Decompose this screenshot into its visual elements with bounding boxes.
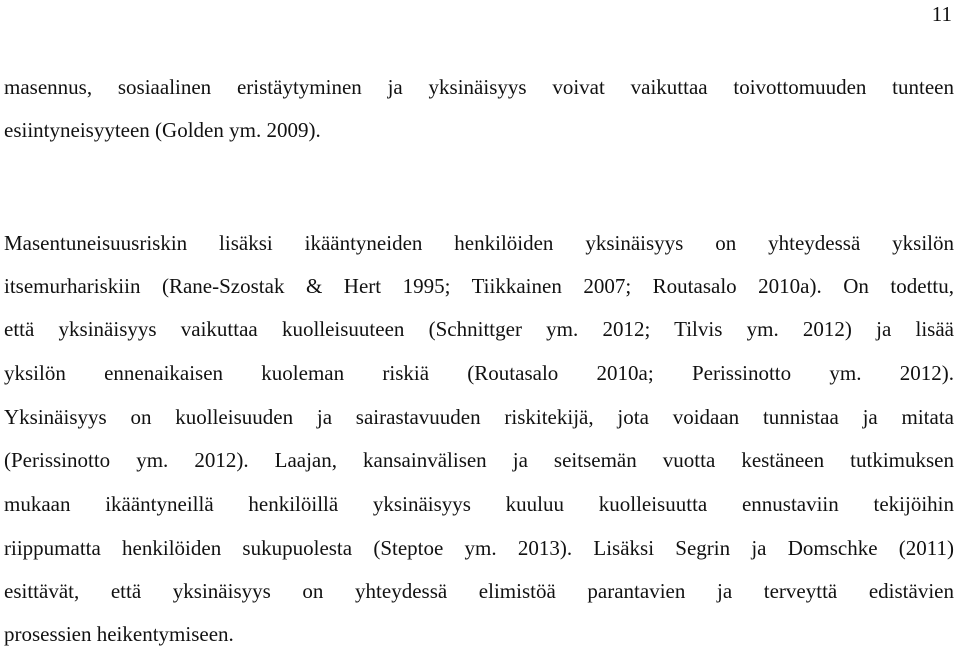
- page-number: 11: [931, 2, 952, 26]
- text-line: riippumatta henkilöiden sukupuolesta (Steptoe ym. 2013). Lisäksi Segrin ja Domschke (2011): [4, 536, 954, 560]
- text-line: että yksinäisyys vaikuttaa kuolleisuuteen (Schnittger ym. 2012; Tilvis ym. 2012) ja lisää: [4, 317, 954, 341]
- text-line: yksilön ennenaikaisen kuoleman riskiä (Routasalo 2010a; Perissinotto ym. 2012).: [4, 361, 954, 385]
- text-line: (Perissinotto ym. 2012). Laajan, kansainvälisen ja seitsemän vuotta kestäneen tutkimuksen: [4, 448, 954, 472]
- text-line: masennus, sosiaalinen eristäytyminen ja yksinäisyys voivat vaikuttaa toivottomuuden tunteen: [4, 75, 954, 99]
- text-line: Masentuneisuusriskin lisäksi ikääntyneiden henkilöiden yksinäisyys on yhteydessä yksilön: [4, 231, 954, 255]
- text-line: mukaan ikääntyneillä henkilöillä yksinäisyys kuuluu kuolleisuutta ennustaviin tekijöihin: [4, 492, 954, 516]
- text-line: itsemurhariskiin (Rane-Szostak & Hert 1995; Tiikkainen 2007; Routasalo 2010a). On todettu,: [4, 274, 954, 298]
- text-line: esittävät, että yksinäisyys on yhteydessä elimistöä parantavien ja terveyttä edistävien: [4, 579, 954, 603]
- text-line: Yksinäisyys on kuolleisuuden ja sairastavuuden riskitekijä, jota voidaan tunnistaa ja mitata: [4, 405, 954, 429]
- text-line: esiintyneisyyteen (Golden ym. 2009).: [4, 118, 321, 142]
- text-line: prosessien heikentymiseen.: [4, 622, 234, 646]
